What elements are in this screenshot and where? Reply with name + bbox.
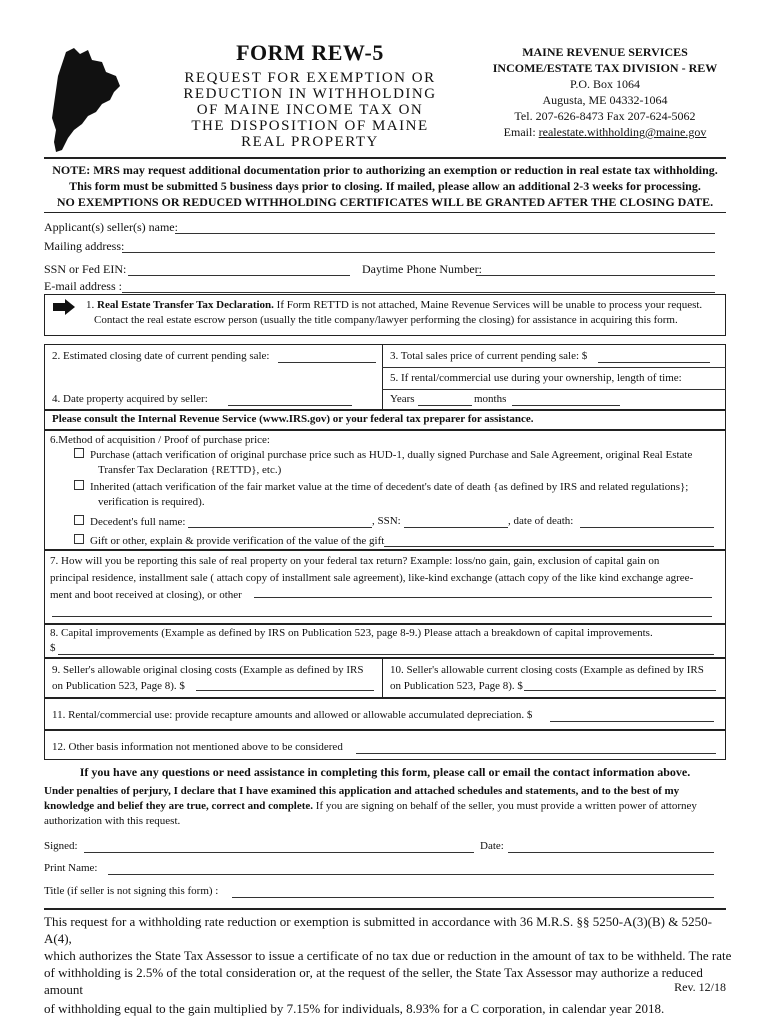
po-box: P.O. Box 1064 bbox=[569, 77, 640, 91]
signed-label: Signed: bbox=[44, 840, 78, 852]
inherited-checkbox[interactable] bbox=[74, 480, 84, 490]
years-label: Years bbox=[390, 393, 415, 405]
agency-name: MAINE REVENUE SERVICES bbox=[522, 45, 688, 59]
item11-text: 11. Rental/commercial use: provide recapture amounts and allowed or allowable accumulated depreciation. $ bbox=[52, 709, 533, 721]
purchase-option: Purchase (attach verification of original purchase price such as HUD-1, dually signed Purchase and Sale Agreement, original Real Estate Transfer Tax Declaration {RETTD}, etc.) bbox=[74, 448, 714, 478]
agency-block: MAINE REVENUE SERVICES INCOME/ESTATE TAX DIVISION - REW P.O. Box 1064 Augusta, ME 04332-1064 Tel. 207-626-8473 Fax 207-624-5062 Email: realestate.withholding@maine.gov bbox=[480, 44, 730, 140]
date-of-death-field[interactable] bbox=[580, 527, 714, 528]
date-of-death-label: , date of death: bbox=[508, 515, 574, 527]
agency-email-link[interactable]: realestate.withholding@maine.gov bbox=[538, 125, 707, 139]
item12-text: 12. Other basis information not mentioned above to be considered bbox=[52, 741, 343, 753]
agency-division: INCOME/ESTATE TAX DIVISION - REW bbox=[492, 61, 718, 75]
footer-statute: This request for a withholding rate reduction or exemption is submitted in accordance with 36 M.R.S. §§ 5250-A(3)(B) & 5250-A(4), which authorizes the State Tax Assessor to issue a certificate of no tax due or reduction in the amount of tax to be withheld. The rate of withholding is 2.5% of the total consideration or, at the request of the seller, the State Tax Assessor may authorize a reduced amount of withholding equal to the gain multiplied by 7.15% for individuals, 8.93% for a C corporation, in calendar year 2018. bbox=[44, 914, 732, 1016]
applicant-name-row: Applicant(s) seller(s) name: bbox=[44, 220, 178, 234]
item1-text: 1. Real Estate Transfer Tax Declaration. If Form RETTD is not attached, Maine Revenue Services will be unable to process your request. Contact the real estate escrow person (usually the title company/lawyer performing the closing) for assistance in acquiring this form. bbox=[86, 299, 703, 326]
mailing-address-field[interactable] bbox=[122, 252, 715, 253]
capital-improvements-field[interactable] bbox=[58, 654, 714, 655]
agency-city: Augusta, ME 04332-1064 bbox=[542, 93, 668, 107]
arrow-right-icon bbox=[52, 298, 76, 316]
decedent-checkbox[interactable] bbox=[74, 515, 84, 525]
item9-text: 9. Seller's allowable original closing costs (Example as defined by IRS on Publication 523, Page 8). $ bbox=[52, 664, 364, 692]
maine-map-icon bbox=[44, 46, 124, 154]
inherited-option: Inherited (attach verification of the fair market value at the time of decedent's date of death {as defined by IRS and related regulations}; verification is required). bbox=[74, 480, 718, 510]
gift-row: Gift or other, explain & provide verification of the value of the gift bbox=[74, 534, 384, 547]
gift-explain-field[interactable] bbox=[384, 546, 714, 547]
signature-date-field[interactable] bbox=[508, 852, 714, 853]
current-closing-costs-field[interactable] bbox=[524, 690, 716, 691]
print-name-field[interactable] bbox=[108, 874, 714, 875]
email-row: E-mail address : bbox=[44, 279, 122, 293]
print-name-label: Print Name: bbox=[44, 862, 98, 874]
item4-label: 4. Date property acquired by seller: bbox=[52, 393, 208, 405]
agency-phone-fax: Tel. 207-626-8473 Fax 207-624-5062 bbox=[514, 109, 696, 123]
original-closing-costs-field[interactable] bbox=[196, 690, 374, 691]
decedent-name-field[interactable] bbox=[188, 527, 372, 528]
years-field[interactable] bbox=[418, 405, 472, 406]
decedent-ssn-label: , SSN: bbox=[372, 515, 401, 527]
title-label: Title (if seller is not signing this form) : bbox=[44, 885, 219, 897]
decedent-ssn-field[interactable] bbox=[404, 527, 508, 528]
note-block: NOTE: MRS may request additional documentation prior to authorizing an exemption or reduction in real estate tax withholding. This form must be submitted 5 business days prior to closing. If mailed, please allow an additional 2-3 weeks for processing. NO EXEMPTIONS OR REDUCED WITHHOLDING CERTIFICATES WILL BE GRANTED AFTER THE CLOSING DATE. bbox=[52, 163, 718, 209]
signature-field[interactable] bbox=[84, 852, 474, 853]
other-basis-field[interactable] bbox=[356, 753, 716, 754]
item8-text: 8. Capital improvements (Example as defined by IRS on Publication 523, page 8-9.) Please attach a breakdown of capital improvements. bbox=[50, 627, 653, 639]
item3-label: 3. Total sales price of current pending sale: $ bbox=[390, 350, 588, 362]
closing-date-field[interactable] bbox=[278, 362, 376, 363]
recapture-field[interactable] bbox=[550, 721, 714, 722]
questions-note: If you have any questions or need assistance in completing this form, please call or email the contact information above. bbox=[79, 765, 691, 779]
ssn-row: SSN or Fed EIN: bbox=[44, 262, 127, 276]
phone-field[interactable] bbox=[476, 275, 715, 276]
phone-label: Daytime Phone Number: bbox=[362, 262, 482, 276]
item7-other-field[interactable] bbox=[254, 597, 712, 598]
irs-note: Please consult the Internal Revenue Service (www.IRS.gov) or your federal tax preparer for assistance. bbox=[52, 413, 534, 425]
applicant-name-field[interactable] bbox=[175, 233, 715, 234]
revision-date: Rev. 12/18 bbox=[674, 980, 726, 994]
decedent-row: Decedent's full name: bbox=[74, 515, 185, 528]
gift-checkbox[interactable] bbox=[74, 534, 84, 544]
date-acquired-field[interactable] bbox=[228, 405, 352, 406]
email-field[interactable] bbox=[122, 292, 715, 293]
date-label: Date: bbox=[480, 840, 504, 852]
item6-title: 6.Method of acquisition / Proof of purchase price: bbox=[50, 434, 270, 446]
item7-extra-field[interactable] bbox=[52, 616, 712, 617]
item7-text: 7. How will you be reporting this sale of real property on your federal tax return? Example: loss/no gain, gain, exclusion of capital gain on principal residence, installment sale ( attach copy of installment sale agreement), like-kind exchange (attach copy of the like kind exchange agree- ment and boot received at closing), or other bbox=[50, 555, 694, 601]
ssn-field[interactable] bbox=[128, 275, 350, 276]
item5-label: 5. If rental/commercial use during your ownership, length of time: bbox=[390, 372, 682, 384]
months-label: months bbox=[474, 393, 507, 405]
sales-price-field[interactable] bbox=[598, 362, 710, 363]
perjury-statement: Under penalties of perjury, I declare that I have examined this application and attached schedules and statements, and to the best of my knowledge and belief they are true, correct and complete. If you are signing on behalf of the seller, you must provide a written power of attorney authorization with this request. bbox=[44, 785, 697, 827]
form-subtitle: REQUEST FOR EXEMPTION OR REDUCTION IN WITHHOLDING OF MAINE INCOME TAX ON THE DISPOSITION OF MAINE REAL PROPERTY bbox=[183, 70, 437, 150]
title-field[interactable] bbox=[232, 897, 714, 898]
item2-label: 2. Estimated closing date of current pending sale: bbox=[52, 350, 270, 362]
item8-dollar: $ bbox=[50, 642, 56, 654]
purchase-checkbox[interactable] bbox=[74, 448, 84, 458]
months-field[interactable] bbox=[512, 405, 620, 406]
item10-text: 10. Seller's allowable current closing costs (Example as defined by IRS on Publication 523, Page 8). $ bbox=[390, 664, 704, 692]
form-title: FORM REW-5 bbox=[236, 40, 384, 65]
mailing-address-row: Mailing address: bbox=[44, 239, 125, 253]
